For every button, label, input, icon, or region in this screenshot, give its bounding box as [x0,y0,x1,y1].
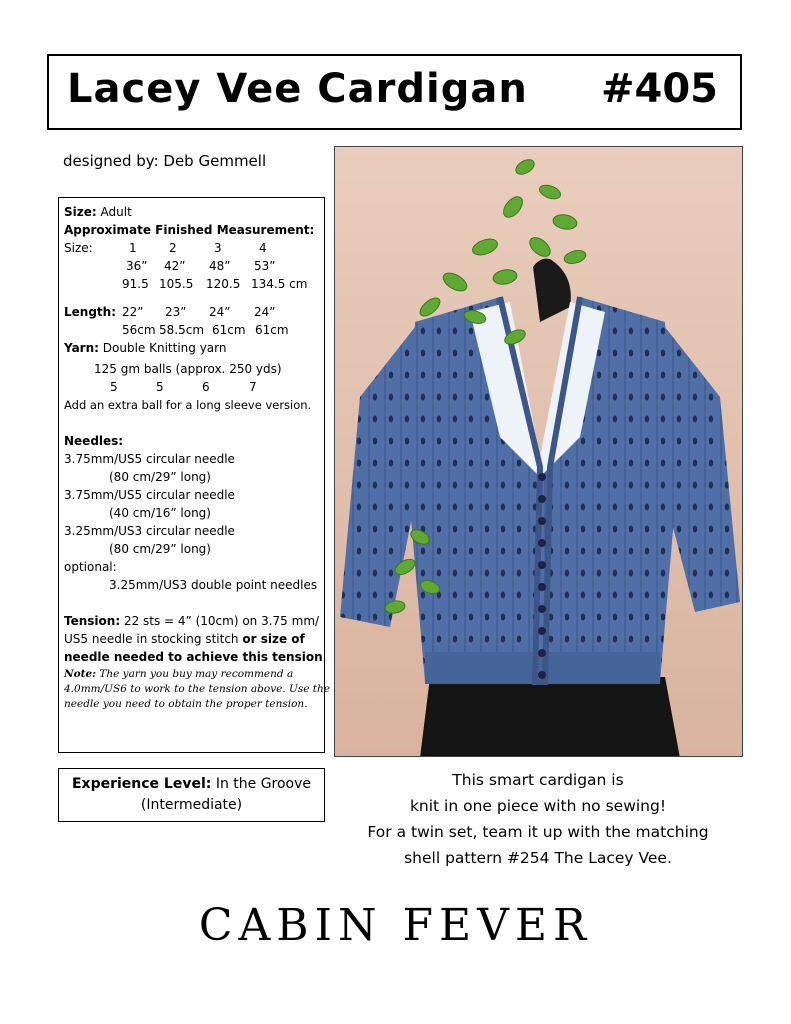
blurb-line-4: shell pattern #254 The Lacey Vee. [404,849,672,867]
needle-3-length: (80 cm/29” long) [109,542,211,556]
size-4: 4 [259,241,267,255]
chest-in-3: 48” [209,259,231,273]
blurb-line-3: For a twin set, team it up with the matching [367,823,709,841]
balls-3: 6 [202,380,210,394]
chest-cm-2: 105.5 [159,277,194,291]
extra-ball-note: Add an extra ball for a long sleeve version. [64,398,312,412]
needle-3: 3.25mm/US3 circular needle [64,524,235,538]
length-cm-2: 58.5cm [159,323,205,337]
yarn-value: Double Knitting yarn [102,341,227,355]
note-label: Note: [64,668,97,680]
balls-2: 5 [156,380,164,394]
size-3: 3 [214,241,222,255]
balls-1: 5 [110,380,118,394]
chest-in-1: 36” [126,259,148,273]
tension-line-2a: US5 needle in stocking stitch [64,632,243,646]
measurement-label: Approximate Finished Measurement: [64,223,315,237]
chest-in-4: 53” [254,259,276,273]
title-box [47,54,742,130]
chest-cm-4: 134.5 cm [251,277,308,291]
specifications-box [58,197,331,753]
size-value: Adult [100,205,132,219]
needle-2-length: (40 cm/16” long) [109,506,211,520]
optional-label: optional: [64,560,117,574]
blurb-line-2: knit in one piece with no sewing! [409,797,667,815]
tension-line-2b: or size of [242,632,305,646]
length-in-3: 24” [209,305,231,319]
tension-line-3: needle needed to achieve this tension [64,650,323,664]
length-label: Length: [64,305,116,319]
length-cm-3: 61cm [212,323,246,337]
length-cm-4: 61cm [255,323,289,337]
blurb-line-1: This smart cardigan is [452,771,624,789]
experience-level-box [58,768,325,822]
brand-logo: CABIN FEVER [198,900,593,951]
experience-sub: (Intermediate) [140,797,243,813]
length-in-2: 23” [165,305,187,319]
optional-needle: 3.25mm/US3 double point needles [109,578,318,592]
cardigan-illustration [335,147,743,757]
note-line-1: The yarn you buy may recommend a [99,668,294,680]
size-label: Size: [64,205,97,219]
tension-line-3-end: . [322,650,327,664]
experience-label: Experience Level: [71,776,212,792]
tension-line-1: 22 sts = 4” (10cm) on 3.75 mm/ [123,614,320,628]
description-blurb [333,767,743,871]
needles-label: Needles: [64,434,124,448]
chest-in-2: 42” [164,259,186,273]
chest-cm-3: 120.5 [206,277,241,291]
yarn-label: Yarn: [64,341,99,355]
chest-cm-1: 91.5 [122,277,149,291]
needle-2: 3.75mm/US5 circular needle [64,488,235,502]
balls-4: 7 [249,380,257,394]
size-1: 1 [129,241,137,255]
needle-1-length: (80 cm/29” long) [109,470,211,484]
pattern-number: #405 [600,66,718,112]
designer-credit: designed by: Deb Gemmell [63,152,267,170]
length-in-1: 22” [122,305,144,319]
note-line-3: needle you need to obtain the proper tension. [64,698,308,710]
experience-value: In the Groove [215,776,312,792]
cardigan-photo [334,146,743,757]
length-in-4: 24” [254,305,276,319]
pattern-title: Lacey Vee Cardigan [67,66,528,112]
tension-label: Tension: [64,614,121,628]
needle-1: 3.75mm/US5 circular needle [64,452,235,466]
size-2: 2 [169,241,177,255]
yarn-balls: 125 gm balls (approx. 250 yds) [94,362,282,376]
size-row-label: Size: [64,241,93,255]
length-cm-1: 56cm [122,323,156,337]
note-line-2: 4.0mm/US6 to work to the tension above. Use the [64,683,331,695]
